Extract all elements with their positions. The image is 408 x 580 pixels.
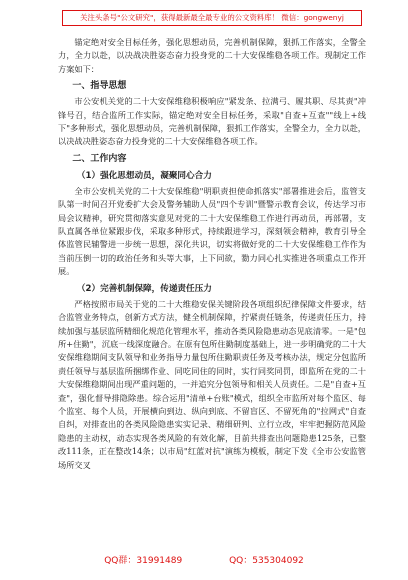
promo-banner: 关注头条号"公文研究"，获得最新最全最专业的公文资料库！ 微信：gongwenyj xyxy=(62,10,362,26)
mobilization-paragraph: 全市公安机关党的二十大安保维稳"明职责担使命抓落实"部署推进会后，监管支队第一时间召开党委扩大会及警务辅助人员"四个专训"暨警示教育会议，传达学习市局会议精神，研究贯彻落实意见对党的二十大安保维稳工作进行再动员，再部署，支队直属各单位紧跟步伐，采取多种形式，持续跟进学习，深刻领会精神，教育引导全体监管民辅警进一步统一思想，深化共识，切实将做好党的二十大安保维稳工作作为当前压倒一切的政治任务和头等大事，上下同欲，勠力同心扎实推进各项重点工作开展。 xyxy=(58,185,366,277)
section-heading-guiding-thought: 一、指导思想 xyxy=(72,81,127,92)
guiding-thought-paragraph: 市公安机关党的二十大安保维稳积极响应"紧发条、拉满弓、履其职、尽其责"冲锋号召，结合监所工作实际，锚定绝对安全目标任务，采取"自查+互查""线上+线下"多种形式，强化思想动员，完善机制保障，狠抓工作落实，全警全力，全力以赴，以决战决胜姿态奋力投身党的二十大安保维稳各项工作。 xyxy=(58,96,366,147)
subsection-heading-mechanism: （2）完善机制保障，传递责任压力 xyxy=(76,283,212,294)
qq-number-text: QQ：535304092 xyxy=(229,556,304,566)
qq-group-text: QQ群：31991489 xyxy=(104,556,183,566)
section-heading-work-content: 二、工作内容 xyxy=(72,153,127,164)
subsection-heading-mobilization: （1）强化思想动员，凝聚同心合力 xyxy=(76,170,212,181)
document-body xyxy=(58,36,366,472)
intro-paragraph: 锚定绝对安全目标任务，强化思想动员，完善机制保障，狠抓工作落实，全警全力，全力以赴，以决战决胜姿态奋力投身党的二十大安保维稳各项工作。现制定工作方案如下： xyxy=(58,37,366,74)
mechanism-paragraph: 严格按照市局关于党的二十大维稳安保关键阶段各项组织纪律保障文件要求，结合监管业务特点，创新方式方法，健全机制保障，拧紧责任链条，传递责任压力，持续加强与基层监所精细化规范化管理水平，推动各类风险隐患动态见底清零。一是"包所+住勤"，沉底一线深度融合。在原有包所住勤制度基础上，进一步明确党的二十大安保维稳期间支队领导和业务指导力量包所住勤职责任务及考核办法，规定分包监所责任领导与基层监所捆绑作业、同吃同住的同时，实行同奖同罚，即监所在党的二十大安保维稳期间出现严重问题的，一并追究分包领导和相关人员责任。二是"自查+互查"，强化督导排隐除患。综合运用"清单+台账"模式，组织全市监所对每个监区、每个监室、每个人员，开展横向到边、纵向到底、不留盲区、不留死角的"拉网式"自查自纠，对排查出的各类风险隐患实实记录、精细研判、立行立改，牢牢把握防范风险隐患的主动权，动态实现各类风险的有效化解，目前共排查出问题隐患125条，已整改111条，正在整改14条；以市局"红蓝对抗"演练为模板，制定下发《全市公安监管场所交叉 xyxy=(58,298,366,470)
contact-footer xyxy=(0,553,408,566)
